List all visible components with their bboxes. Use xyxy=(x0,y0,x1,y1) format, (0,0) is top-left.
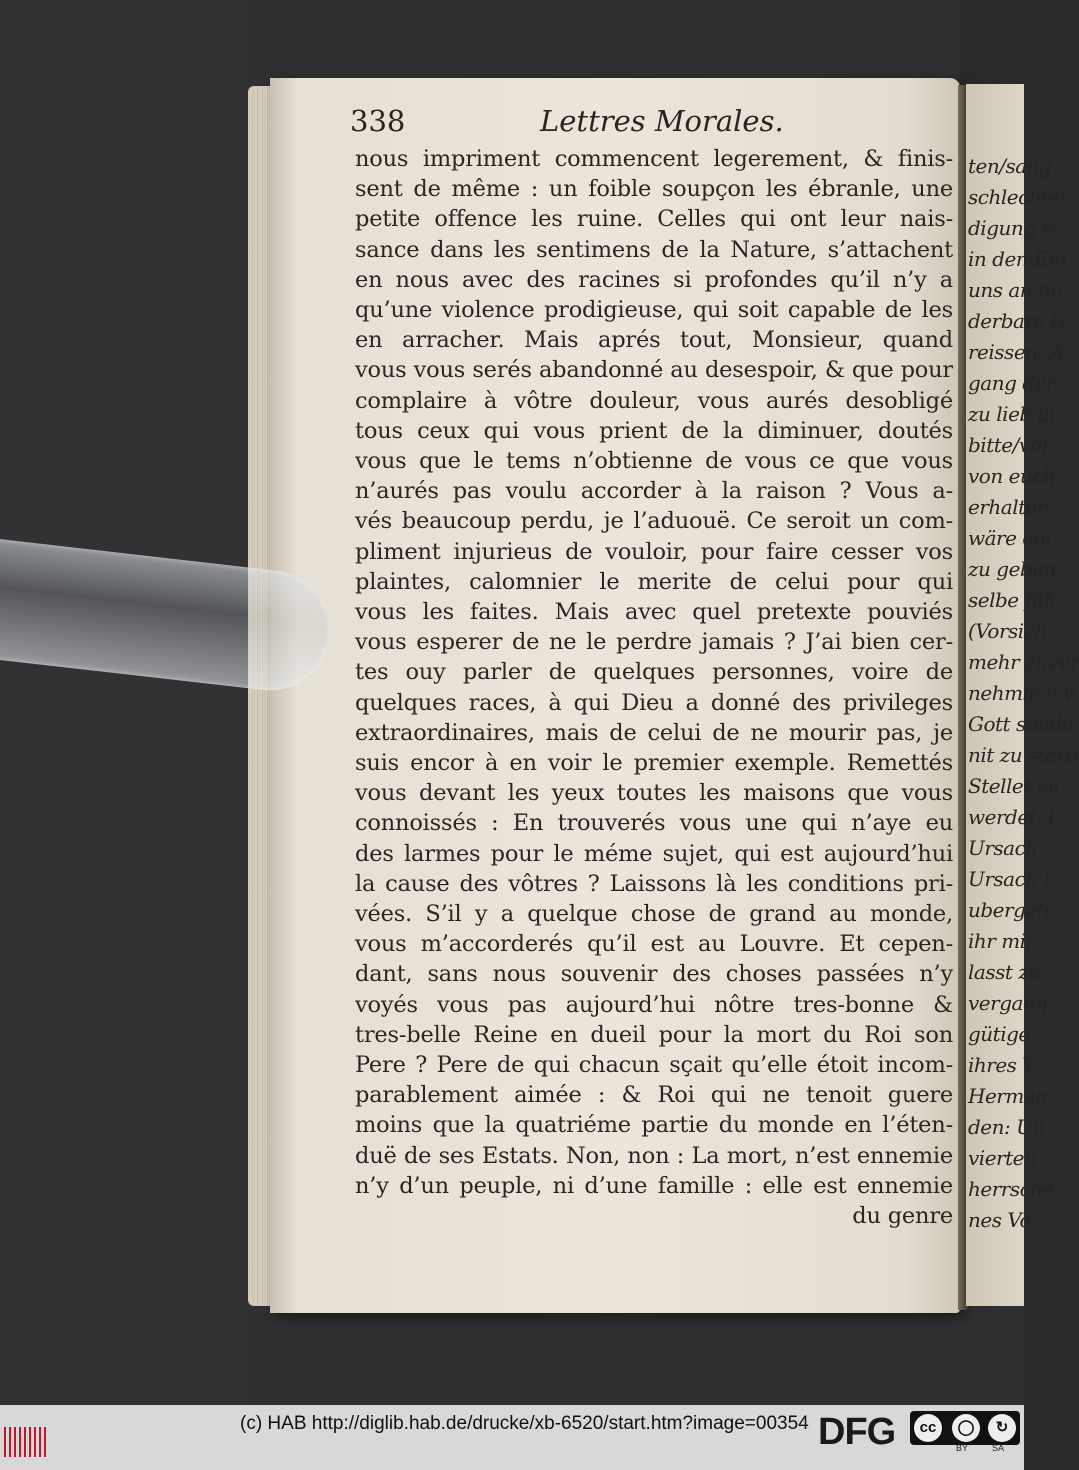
text-line: duë de ses Estats. Non, non : La mort, n’est ennemie xyxy=(355,1142,953,1169)
text-line: parablement aimée : & Roi qui ne tenoit guere xyxy=(355,1082,953,1109)
text-line: Pere ? Pere de qui chacun sçait qu’elle étoit incom- xyxy=(355,1052,953,1078)
text-line: qu’une violence prodigieuse, qui soit capable de les xyxy=(355,297,953,323)
facing-page-line: zu lieb al xyxy=(968,402,1055,426)
running-head: Lettres Morales. xyxy=(540,104,784,138)
facing-page-line: Gott sonde xyxy=(968,712,1074,736)
facing-page-line: ihr mir xyxy=(968,929,1035,953)
facing-page-line: Stellet eu xyxy=(968,774,1061,798)
text-line: dant, sans nous souvenir des choses passées n’y xyxy=(355,961,953,988)
text-line: petite offence les ruine. Celles qui ont leur nais- xyxy=(355,206,953,233)
cc-license-badge[interactable] xyxy=(910,1411,1020,1445)
text-line: voyés vous pas aujourd’hui nôtre tres-bonne & xyxy=(355,991,953,1018)
facing-page-line: derbare G xyxy=(968,309,1067,333)
text-line: du genre xyxy=(852,1203,953,1229)
text-line: vous que le tems n’obtienne de vous ce que vous xyxy=(355,448,953,474)
facing-page-line: ten/sang xyxy=(968,154,1052,178)
facing-page-line: vergang xyxy=(968,991,1048,1015)
text-line: quelques races, à qui Dieu a donné des privileges xyxy=(355,689,953,716)
facing-page-line: nes Vo xyxy=(968,1208,1031,1232)
text-line: sent de même : un foible soupçon les ébranle, une xyxy=(355,176,953,203)
facing-page-line: von euch xyxy=(968,464,1056,488)
facing-page-line: (Vorsich xyxy=(968,619,1047,643)
facing-page-line: selbe füh xyxy=(968,588,1057,612)
text-line: vous vous serés abandonné au desespoir, & que pour xyxy=(355,357,953,384)
by-label: BY xyxy=(956,1443,969,1453)
facing-page-line: den: Un xyxy=(968,1115,1045,1139)
text-line: n’aurés pas voulu accorder à la raison ? Vous a- xyxy=(355,478,953,505)
dfg-logo: DFG xyxy=(818,1411,896,1453)
facing-page-line: uns an mi xyxy=(968,278,1063,302)
facing-page-line: bitte/vor xyxy=(968,433,1051,457)
facing-page-line: Ursach i xyxy=(968,867,1050,891)
facing-page-line: nit zu sterb xyxy=(968,743,1078,767)
text-line: moins que la quatriéme partie du monde en l’éten- xyxy=(355,1112,953,1139)
facing-page-line: zu geben, xyxy=(968,557,1062,581)
page-header xyxy=(350,104,910,144)
text-line: en nous avec des racines si profondes qu’il n’y a xyxy=(355,266,953,293)
facing-page-line: gütige xyxy=(968,1022,1030,1046)
facing-page-line: nehmlich v xyxy=(968,681,1075,705)
text-line: vés beaucoup perdu, je l’aduouë. Ce seroit un com- xyxy=(355,508,953,535)
facing-page-line: Ursach xyxy=(968,836,1038,860)
facing-page-line: lasst zu xyxy=(968,960,1041,984)
text-line: vous esperer de ne le perdre jamais ? J’ai bien cer- xyxy=(355,629,953,656)
text-line: complaire à vôtre douleur, vous aurés desobligé xyxy=(355,387,953,414)
text-line: nous impriment commencent legerement, & finis- xyxy=(355,146,953,172)
facing-page-line: wäre ein xyxy=(968,526,1052,550)
facing-page-line: werdet: i xyxy=(968,805,1055,829)
cc-icon: cc xyxy=(914,1414,942,1442)
text-line: pliment injurieus de vouloir, pour faire cesser vos xyxy=(355,538,953,565)
facing-page xyxy=(966,84,1079,1306)
facing-page-line: gang der xyxy=(968,371,1055,395)
facing-page-line: Herman xyxy=(968,1084,1048,1108)
copyright-credit[interactable]: (c) HAB http://diglib.hab.de/drucke/xb-6520/start.htm?image=00354 xyxy=(240,1413,809,1434)
text-line: extraordinaires, mais de celui de ne mourir pas, je xyxy=(355,719,953,746)
text-line: vous m’accorderés qu’il est au Louvre. Et cepen- xyxy=(355,931,953,958)
text-line: tes ouy parler de quelques personnes, voire de xyxy=(355,659,953,686)
text-line: en arracher. Mais aprés tout, Monsieur, quand xyxy=(355,327,953,354)
by-icon: ◯ xyxy=(952,1414,980,1442)
text-line: vous devant les yeux toutes les maisons que vous xyxy=(355,780,953,807)
sa-label: SA xyxy=(992,1443,1005,1453)
facing-page-line: mehr zuver xyxy=(968,650,1079,674)
text-line: n’y d’un peuple, ni d’une famille : elle est ennemie xyxy=(355,1172,953,1199)
facing-page-line: ihres V xyxy=(968,1053,1037,1077)
facing-page-line: erhalten xyxy=(968,495,1050,519)
facing-page-line: ubergeh xyxy=(968,898,1050,922)
text-line: vées. S’il y a quelque chose de grand au monde, xyxy=(355,901,953,927)
viewer-footer xyxy=(0,1405,1024,1470)
dark-background xyxy=(0,0,248,1405)
facing-page-line: digung ri xyxy=(968,216,1057,240)
text-line: sance dans les sentimens de la Nature, s’attachent xyxy=(355,236,953,263)
text-line: la cause des vôtres ? Laissons là les conditions pri- xyxy=(355,870,953,897)
sa-icon: ↻ xyxy=(988,1414,1016,1442)
facing-page-line: vierten xyxy=(968,1146,1037,1170)
text-line: connoissés : En trouverés vous une qui n’aye eu xyxy=(355,810,953,837)
text-line: vous les faites. Mais avec quel pretexte pouviés xyxy=(355,599,953,625)
text-line: plaintes, calomnier le merite de celui pour qui xyxy=(355,568,953,595)
facing-page-line: reissen. A xyxy=(968,340,1064,364)
facing-page-line: in den Em xyxy=(968,247,1067,271)
facing-page-line: herrsche xyxy=(968,1177,1055,1201)
text-line: suis encor à en voir le premier exemple. Remettés xyxy=(355,750,953,776)
facing-page-line: schlechter xyxy=(968,185,1070,209)
page-number: 338 xyxy=(350,104,406,138)
text-line: tres-belle Reine en dueil pour la mort du Roi son xyxy=(355,1021,953,1048)
text-line: des larmes pour le méme sujet, qui est aujourd’hui xyxy=(355,840,953,867)
text-line: tous ceux qui vous prient de la diminuer, doutés xyxy=(355,417,953,444)
hab-logo xyxy=(4,1427,46,1457)
